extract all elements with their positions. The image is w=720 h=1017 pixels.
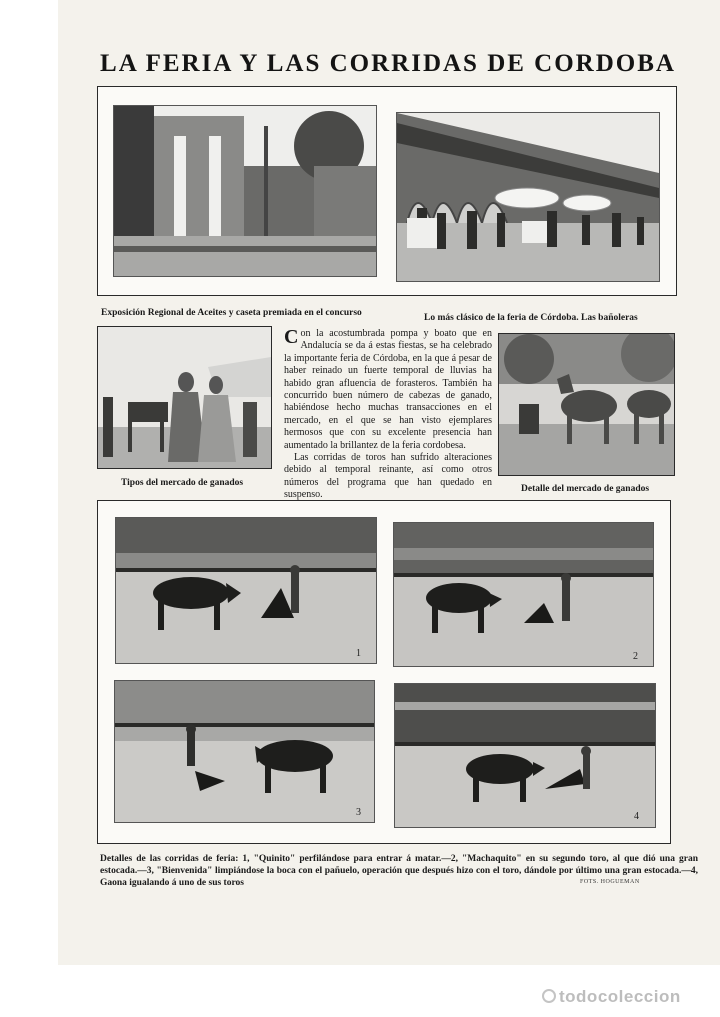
photo-number-3: 3 [356,807,361,818]
caption-market-detail: Detalle del mercado de ganados [521,484,650,494]
photo-oil-exhibition [113,105,377,277]
photo-bullfight-2 [393,522,654,667]
photo-bullfight-1 [115,517,377,664]
watermark-text: todocoleccion [559,987,681,1006]
photo-banoleras [396,112,660,282]
caption-banoleras: Lo más clásico de la feria de Córdoba. Las bañoleras [424,313,638,323]
photo-credit: FOTS. HOGUEMAN [580,879,640,885]
photo-bullfight-4 [394,683,656,828]
caption-oil-exhibition: Exposición Regional de Aceites y caseta premiada en el concurso [101,308,362,318]
article-paragraph-1: on la acostumbrada pompa y boato que en Andalucía se da á estas fiestas, se ha celebrado la importante feria de Córdoba, en la que á pesar de haber reinado un fuerte temporal de lluvias ha habido gran afluencia de forasteros. También ha concurrido buen número de cabezas de ganado, habiéndose hecho muchas transacciones en el mercado, en el que se han visto ejemplares hermosos que con su excelente presencia han aumentado la brillantez de la feria cordobesa. [284,328,492,451]
article-paragraph-2: Las corridas de toros han sufrido alteraciones debido al temporal reinante, así como otros números del programa que han quedado en suspenso. [284,452,492,501]
article-text [284,328,492,502]
page-title: LA FERIA Y LAS CORRIDAS DE CORDOBA [100,50,676,77]
caption-market-types: Tipos del mercado de ganados [121,478,244,488]
photo-market-detail [498,333,675,476]
photo-number-1: 1 [356,648,361,659]
article-dropcap: C [284,326,299,348]
watermark [542,987,681,1007]
photo-number-4: 4 [634,811,639,822]
photo-bullfight-3 [114,680,375,823]
watermark-logo-icon [542,989,556,1003]
photo-number-2: 2 [633,651,638,662]
bullfight-caption: Detalles de las corridas de feria: 1, "Quinito" perfilándose para entrar á matar.—2, "Machaquito" en su segundo toro, al que dió una gran estocada.—3, "Bienvenida" limpiándose la boca con el pañuelo, operación que después hizo con el toro, dándole por último una gran estocada.—4, Gaona igualando á uno de sus toros [100,854,698,888]
photo-market-types [97,326,272,469]
